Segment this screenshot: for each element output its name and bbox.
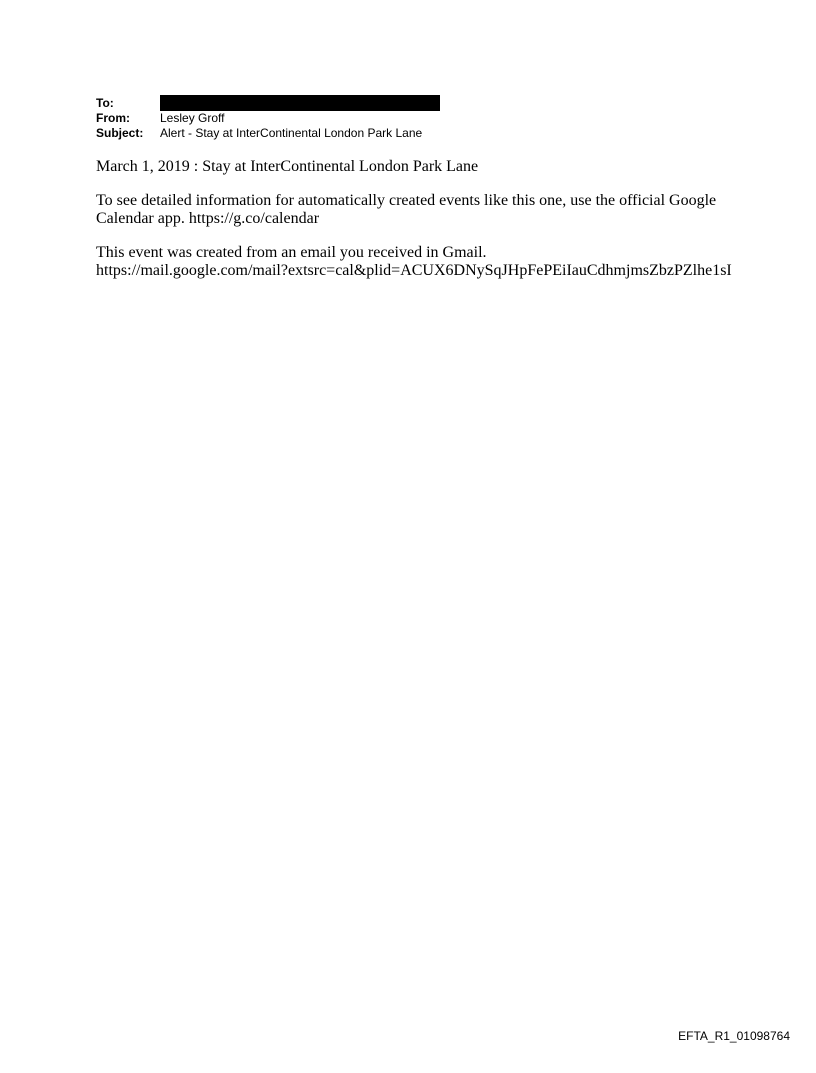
from-value: Lesley Groff	[160, 111, 225, 125]
to-row	[96, 96, 440, 111]
gmail-line-1: This event was created from an email you received in Gmail.	[96, 244, 487, 261]
event-line: March 1, 2019 : Stay at InterContinental London Park Lane	[96, 158, 479, 175]
from-row	[96, 111, 440, 126]
redaction-bar	[160, 95, 440, 111]
gmail-paragraph	[96, 244, 736, 280]
subject-label: Subject:	[96, 126, 144, 140]
info-line-1: To see detailed information for automatically created events like this one, use the official Google	[96, 192, 717, 209]
document-id: EFTA_R1_01098764	[678, 1029, 790, 1043]
subject-value: Alert - Stay at InterContinental London Park Lane	[160, 126, 423, 140]
email-header	[96, 96, 440, 141]
email-body	[96, 158, 736, 296]
to-label: To:	[96, 96, 114, 110]
info-paragraph	[96, 192, 736, 228]
subject-row	[96, 126, 440, 141]
info-line-2: Calendar app. https://g.co/calendar	[96, 210, 320, 227]
event-paragraph	[96, 158, 736, 176]
from-label: From:	[96, 111, 130, 125]
gmail-link[interactable]: https://mail.google.com/mail?extsrc=cal&plid=ACUX6DNySqJHpFePEiIauCdhmjmsZbzPZlhe1sI	[96, 262, 732, 279]
